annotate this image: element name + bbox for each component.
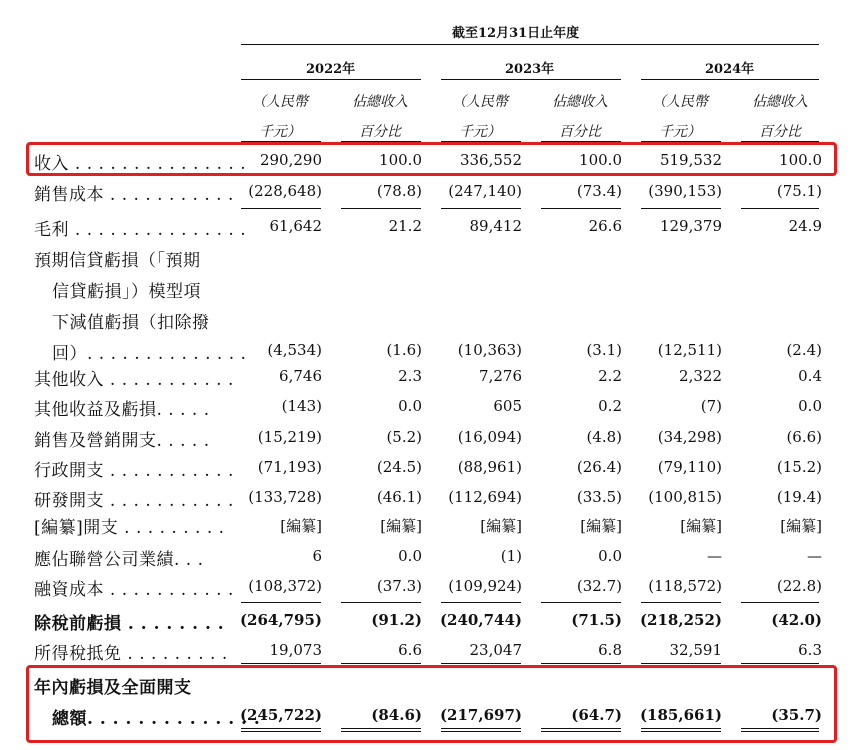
row-label: 所得稅抵免 . . . . . . . . .: [34, 644, 228, 664]
table-cell: [編纂]: [480, 517, 522, 535]
column-subheader-4-line-2: 百分比: [559, 124, 601, 140]
row-label: 年內虧損及全面開支: [34, 678, 192, 698]
table-cell: 0.0: [398, 547, 422, 565]
subtotal-rule: [341, 602, 421, 603]
table-cell: (1): [500, 547, 522, 565]
table-cell: 6: [312, 547, 322, 565]
table-cell: (35.7): [771, 706, 822, 724]
subtotal-rule: [641, 602, 721, 603]
table-cell: 0.2: [598, 397, 622, 415]
column-subheader-2-line-1: 佔總收入: [352, 94, 408, 110]
table-cell: (3.1): [586, 341, 622, 359]
year-rule-2023: [441, 79, 621, 80]
column-subheader-1-line-2: 千元）: [259, 124, 301, 140]
table-cell: (228,648): [248, 182, 322, 200]
row-label: 行政開支 . . . . . . . . . . .: [34, 461, 234, 481]
table-cell: (109,924): [448, 577, 522, 595]
table-cell: (46.1): [376, 488, 422, 506]
subtotal-rule: [741, 602, 819, 603]
table-cell: 61,642: [269, 217, 322, 235]
table-cell: [編纂]: [580, 517, 622, 535]
table-cell: 0.0: [398, 397, 422, 415]
column-subheader-3-line-2: 千元）: [459, 124, 501, 140]
table-cell: 23,047: [469, 641, 522, 659]
row-label: [編纂]開支 . . . . . . . . .: [34, 518, 225, 538]
table-cell: (71,193): [257, 458, 322, 476]
table-cell: 290,290: [259, 151, 322, 169]
table-cell: (34,298): [657, 428, 722, 446]
table-cell: 2,322: [679, 367, 722, 385]
table-cell: 100.0: [579, 151, 622, 169]
table-cell: (100,815): [648, 488, 722, 506]
table-cell: (108,372): [248, 577, 322, 595]
table-cell: (15.2): [776, 458, 822, 476]
table-cell: (143): [281, 397, 322, 415]
table-cell: (79,110): [657, 458, 722, 476]
table-cell: 26.6: [588, 217, 622, 235]
table-cell: (2.4): [786, 341, 822, 359]
column-subheader-4-line-1: 佔總收入: [552, 94, 608, 110]
table-cell: 19,073: [269, 641, 322, 659]
table-cell: 519,532: [659, 151, 722, 169]
table-cell: (64.7): [571, 706, 622, 724]
row-label: 銷售及營銷開支. . . . .: [34, 431, 210, 451]
total-highlight-box: [26, 665, 837, 743]
table-cell: 2.3: [398, 367, 422, 385]
subtotal-rule: [641, 663, 721, 664]
row-label: 除稅前虧損 . . . . . . . .: [34, 614, 225, 634]
table-cell: (78.8): [376, 182, 422, 200]
subtotal-rule: [241, 663, 321, 664]
row-label: 信貸虧損」）模型項: [52, 282, 201, 302]
table-cell: (10,363): [457, 341, 522, 359]
table-cell: 100.0: [779, 151, 822, 169]
column-subheader-6-line-1: 佔總收入: [752, 94, 808, 110]
subtotal-rule: [441, 663, 521, 664]
table-cell: (15,219): [257, 428, 322, 446]
table-cell: (5.2): [386, 428, 422, 446]
row-label: 下減值虧損（扣除撥: [52, 313, 210, 333]
table-cell: 336,552: [459, 151, 522, 169]
subtotal-rule: [541, 602, 621, 603]
table-cell: —: [807, 547, 822, 565]
column-subheader-3-line-1: （人民幣: [452, 94, 508, 110]
subtotal-rule: [441, 602, 521, 603]
table-cell: 6.3: [798, 641, 822, 659]
table-cell: (75.1): [776, 182, 822, 200]
table-cell: (32.7): [576, 577, 622, 595]
table-cell: (112,694): [448, 488, 522, 506]
subtotal-rule: [341, 208, 421, 209]
row-label: 其他收益及虧損. . . . .: [34, 400, 210, 420]
period-header: 截至12月31日止年度: [452, 26, 580, 41]
table-cell: (245,722): [239, 706, 322, 724]
period-rule: [241, 44, 819, 45]
table-cell: (22.8): [776, 577, 822, 595]
row-label: 收入 . . . . . . . . . . . . . . .: [34, 154, 247, 174]
subtotal-rule: [541, 663, 621, 664]
table-cell: [編纂]: [280, 517, 322, 535]
table-cell: (71.5): [571, 611, 622, 629]
table-cell: [編纂]: [380, 517, 422, 535]
table-cell: (7): [700, 397, 722, 415]
subtotal-rule: [741, 208, 819, 209]
table-cell: (218,252): [639, 611, 722, 629]
table-cell: (264,795): [239, 611, 322, 629]
table-cell: —: [707, 547, 722, 565]
table-cell: 0.4: [798, 367, 822, 385]
year-rule-2022: [241, 79, 421, 80]
year-header-2024: 2024年: [705, 62, 755, 77]
table-cell: (88,961): [457, 458, 522, 476]
table-cell: 7,276: [479, 367, 522, 385]
subtotal-rule: [741, 663, 819, 664]
table-cell: 0.0: [798, 397, 822, 415]
table-cell: (24.5): [376, 458, 422, 476]
table-cell: 6.6: [398, 641, 422, 659]
row-label: 其他收入 . . . . . . . . . . .: [34, 370, 234, 390]
subtotal-rule: [241, 602, 321, 603]
column-subheader-6-line-2: 百分比: [759, 124, 801, 140]
row-label: 融資成本 . . . . . . . . . . .: [34, 580, 234, 600]
table-cell: 129,379: [659, 217, 722, 235]
table-cell: (26.4): [576, 458, 622, 476]
revenue-highlight-box: [26, 142, 837, 176]
table-cell: 2.2: [598, 367, 622, 385]
table-cell: (118,572): [648, 577, 722, 595]
table-cell: (4.8): [586, 428, 622, 446]
table-cell: (4,534): [267, 341, 322, 359]
table-cell: [編纂]: [680, 517, 722, 535]
table-cell: (185,661): [639, 706, 722, 724]
table-cell: (91.2): [371, 611, 422, 629]
table-cell: (19.4): [776, 488, 822, 506]
table-cell: 0.0: [598, 547, 622, 565]
table-cell: (133,728): [248, 488, 322, 506]
table-cell: 21.2: [388, 217, 422, 235]
column-subheader-5-line-1: （人民幣: [652, 94, 708, 110]
table-cell: 605: [493, 397, 522, 415]
table-cell: 89,412: [469, 217, 522, 235]
table-cell: (6.6): [786, 428, 822, 446]
year-rule-2024: [641, 79, 819, 80]
table-cell: 100.0: [379, 151, 422, 169]
table-cell: (42.0): [771, 611, 822, 629]
table-cell: (217,697): [439, 706, 522, 724]
table-cell: (73.4): [576, 182, 622, 200]
row-label: 預期信貸虧損（「預期: [34, 251, 201, 271]
year-header-2023: 2023年: [505, 62, 555, 77]
year-header-2022: 2022年: [306, 62, 356, 77]
row-label: 應佔聯營公司業績. . .: [34, 550, 204, 570]
table-cell: (84.6): [371, 706, 422, 724]
subtotal-rule: [541, 208, 621, 209]
table-cell: (16,094): [457, 428, 522, 446]
subtotal-rule: [341, 663, 421, 664]
table-cell: (33.5): [576, 488, 622, 506]
table-cell: 6.8: [598, 641, 622, 659]
column-subheader-5-line-2: 千元）: [659, 124, 701, 140]
row-label: 回）. . . . . . . . . . . . . .: [52, 344, 247, 364]
table-cell: (390,153): [648, 182, 722, 200]
table-cell: 32,591: [669, 641, 722, 659]
row-label: 研發開支 . . . . . . . . . . .: [34, 491, 234, 511]
table-cell: (12,511): [657, 341, 722, 359]
table-cell: (240,744): [439, 611, 522, 629]
row-label: 毛利 . . . . . . . . . . . . . . .: [34, 220, 247, 240]
row-label: 銷售成本 . . . . . . . . . . .: [34, 185, 234, 205]
table-cell: 24.9: [788, 217, 822, 235]
column-subheader-1-line-1: （人民幣: [252, 94, 308, 110]
row-label: 總額. . . . . . . . . . . . . .: [52, 709, 261, 729]
table-cell: (37.3): [376, 577, 422, 595]
table-cell: (1.6): [386, 341, 422, 359]
table-cell: [編纂]: [780, 517, 822, 535]
subtotal-rule: [241, 208, 321, 209]
table-cell: (247,140): [448, 182, 522, 200]
subtotal-rule: [441, 208, 521, 209]
table-cell: 6,746: [279, 367, 322, 385]
subtotal-rule: [641, 208, 721, 209]
column-subheader-2-line-2: 百分比: [359, 124, 401, 140]
